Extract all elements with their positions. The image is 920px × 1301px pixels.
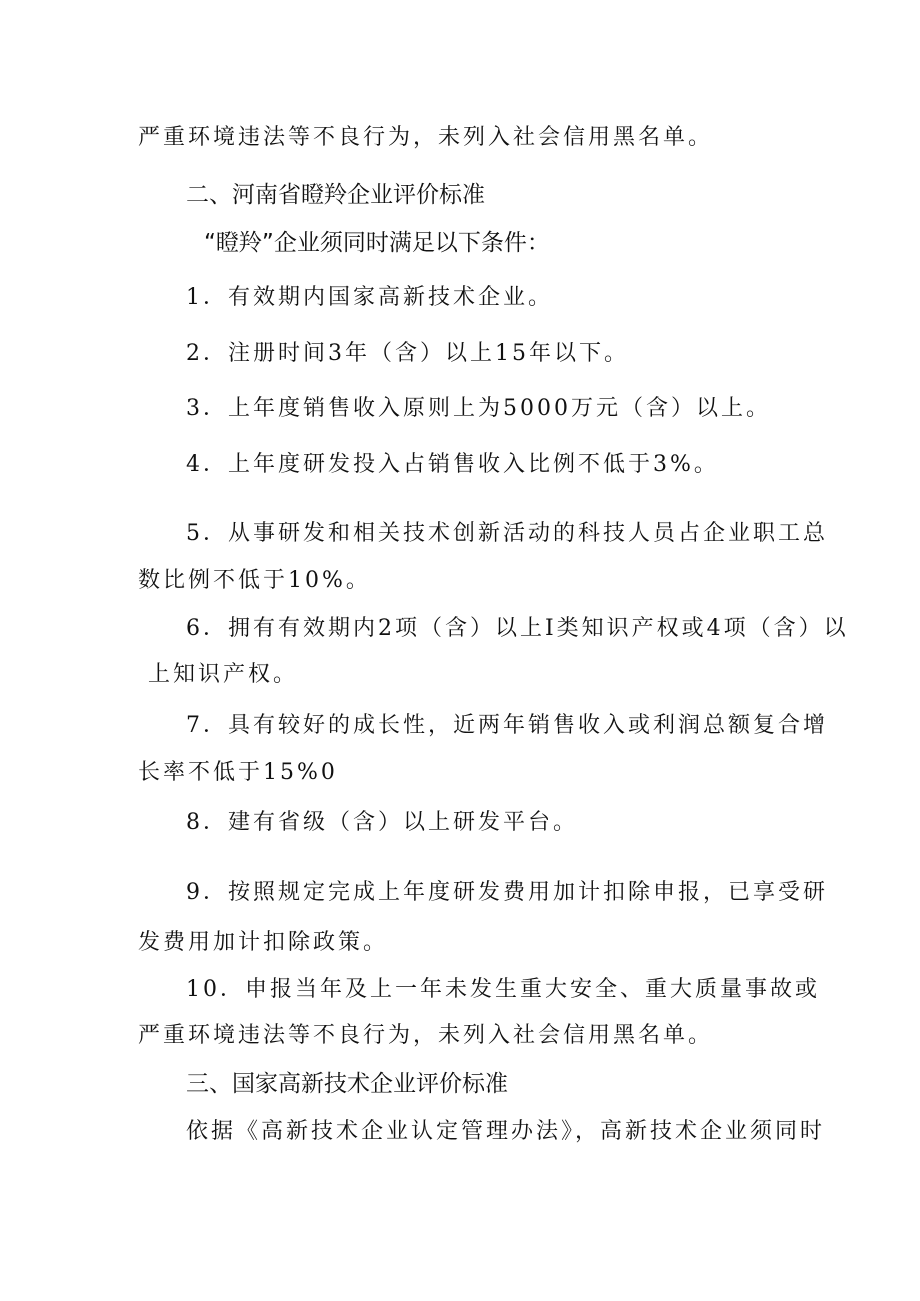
criteria-intro: “瞪羚”企业须同时满足以下条件： [204,230,550,256]
criterion-9-line-1: 9．按照规定完成上年度研发费用加计扣除申报，已享受研 [186,880,828,905]
criterion-5-line-2: 数比例不低于10%。 [138,568,371,593]
criterion-7-line-2: 长率不低于15%0 [138,760,338,785]
criterion-2: 2．注册时间3年（含）以上15年以下。 [186,341,629,366]
section-heading-national-hightech: 三、国家高新技术企业评价标准 [186,1071,508,1097]
paragraph-basis: 依据《高新技术企业认定管理办法》，高新技术企业须同时 [186,1119,826,1144]
section-heading-henan-gazelle: 二、河南省瞪羚企业评价标准 [186,182,485,208]
criterion-7-line-1: 7．具有较好的成长性，近两年销售收入或利润总额复合增 [186,713,828,738]
criterion-8: 8．建有省级（含）以上研发平台。 [186,810,578,835]
criterion-9-line-2: 发费用加计扣除政策。 [138,930,389,955]
criterion-6-line-1: 6．拥有有效期内2项（含）以上I类知识产权或4项（含）以 [186,616,849,641]
criterion-5-line-1: 5．从事研发和相关技术创新活动的科技人员占企业职工总 [186,521,828,546]
criterion-4: 4．上年度研发投入占销售收入比例不低于3%。 [186,452,719,477]
paragraph-line-continuation: 严重环境违法等不良行为，未列入社会信用黑名单。 [138,125,714,150]
criterion-3: 3．上年度销售收入原则上为5000万元（含）以上。 [186,396,771,421]
criterion-6-line-2: 上知识产权。 [148,662,299,687]
criterion-10-line-2: 严重环境违法等不良行为，未列入社会信用黑名单。 [138,1023,714,1048]
criterion-1: 1．有效期内国家高新技术企业。 [186,285,553,310]
criterion-10-line-1: 10．申报当年及上一年未发生重大安全、重大质量事故或 [186,977,820,1002]
